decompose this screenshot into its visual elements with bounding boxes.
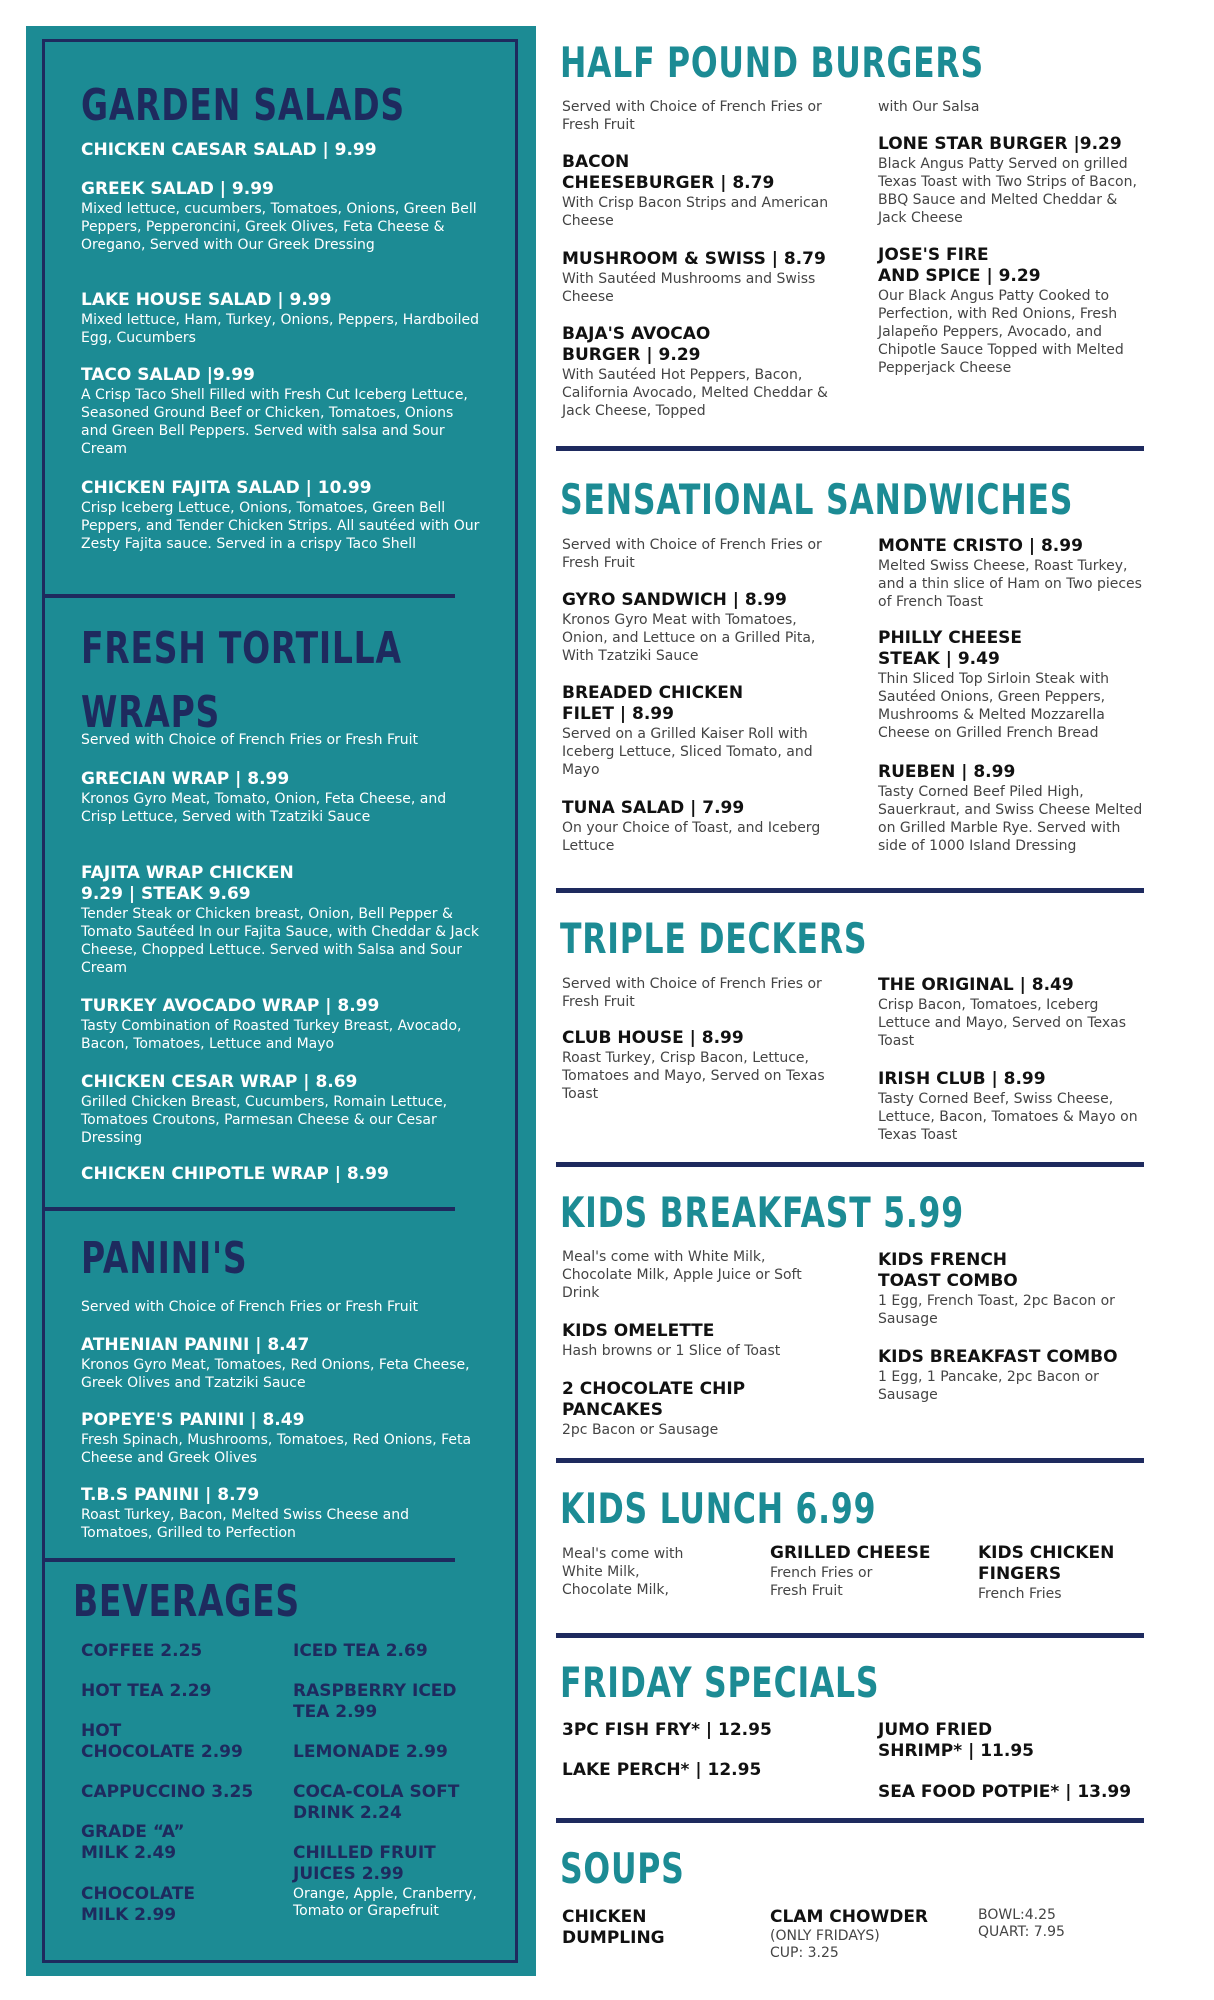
triple-deckers-note: Served with Choice of French Fries or Fresh Fruit — [562, 976, 822, 1010]
item-name: TURKEY AVOCADO WRAP | 8.99 — [81, 996, 380, 1016]
item-name: KIDS FRENCH TOAST COMBO — [878, 1250, 1018, 1291]
item-name: 2 CHOCOLATE CHIP PANCAKES — [562, 1379, 746, 1420]
menu-item — [81, 179, 481, 254]
menu-item — [562, 324, 832, 420]
item-description: Served on a Grilled Kaiser Roll with Iceberg Lettuce, Sliced Tomato, and Mayo — [562, 726, 813, 778]
beverage-item: GRADE “A” MILK 2.49 — [81, 1822, 185, 1863]
section-divider — [556, 446, 1144, 451]
menu-item — [878, 1782, 1148, 1803]
item-name: ATHENIAN PANINI | 8.47 — [81, 1335, 310, 1355]
item-name: RUEBEN | 8.99 — [878, 762, 1016, 782]
menu-item — [878, 628, 1148, 742]
item-description: BOWL:4.25 QUART: 7.95 — [978, 1907, 1065, 1940]
menu-item — [81, 1485, 481, 1542]
item-description: With Crisp Bacon Strips and American Cheese — [562, 195, 829, 229]
beverage-item: HOT CHOCOLATE 2.99 — [81, 1721, 243, 1762]
item-name: FAJITA WRAP CHICKEN 9.29 | STEAK 9.69 — [81, 863, 294, 904]
item-name: KIDS BREAKFAST COMBO — [878, 1347, 1118, 1367]
item-name: TACO SALAD |9.99 — [81, 365, 255, 385]
menu-item — [878, 1250, 1148, 1328]
section-divider — [45, 1558, 455, 1562]
item-name: PHILLY CHEESE STEAK | 9.49 — [878, 628, 1023, 669]
item-description: Hash browns or 1 Slice of Toast — [562, 1343, 781, 1359]
beverage-item: CHILLED FRUIT JUICES 2.99 — [293, 1843, 436, 1884]
item-name: LAKE PERCH* | 12.95 — [562, 1760, 762, 1780]
menu-item — [81, 863, 481, 977]
menu-item — [878, 762, 1148, 855]
sandwiches-note: Served with Choice of French Fries or Fresh Fruit — [562, 537, 822, 571]
beverage-item: CAPPUCCINO 3.25 — [81, 1782, 254, 1802]
menu-item — [562, 590, 832, 665]
beverage-item: COCA-COLA SOFT DRINK 2.24 — [293, 1782, 460, 1823]
sandwiches-title: SENSATIONAL SANDWICHES — [560, 475, 1074, 524]
item-description: A Crisp Taco Shell Filled with Fresh Cut Iceberg Lettuce, Seasoned Ground Beef or Chicken, Tomatoes, Onions and Green Bell Peppers. Served with salsa and Sour Cream — [81, 387, 468, 457]
item-description: Mixed lettuce, cucumbers, Tomatoes, Onions, Green Bell Peppers, Pepperoncini, Greek Olives, Feta Cheese & Oregano, Served with Our Greek Dressing — [81, 201, 477, 253]
menu-item — [562, 1028, 832, 1103]
menu-item — [81, 140, 481, 161]
menu-item — [81, 365, 481, 458]
kids-breakfast-title: KIDS BREAKFAST 5.99 — [560, 1188, 964, 1237]
menu-item — [81, 769, 481, 826]
item-name: CHICKEN CHIPOTLE WRAP | 8.99 — [81, 1164, 389, 1184]
menu-item — [81, 1410, 481, 1467]
menu-item — [81, 1164, 481, 1185]
menu-item — [770, 1543, 970, 1600]
item-name: JOSE'S FIRE AND SPICE | 9.29 — [878, 245, 1041, 286]
item-name: GYRO SANDWICH | 8.99 — [562, 590, 787, 610]
item-name: BAJA'S AVOCAO BURGER | 9.29 — [562, 324, 711, 365]
item-description: Grilled Chicken Breast, Cucumbers, Romain Lettuce, Tomatoes Croutons, Parmesan Cheese & our Cesar Dressing — [81, 1094, 448, 1146]
menu-item — [81, 478, 481, 553]
menu-item — [81, 996, 481, 1053]
menu-item — [81, 1335, 481, 1392]
kids-lunch-title: KIDS LUNCH 6.99 — [560, 1484, 877, 1533]
menu-item — [562, 1379, 832, 1439]
item-name: CLUB HOUSE | 8.99 — [562, 1028, 744, 1048]
item-name: THE ORIGINAL | 8.49 — [878, 975, 1074, 995]
item-description: Kronos Gyro Meat, Tomatoes, Red Onions, Feta Cheese, Greek Olives and Tzatziki Sauce — [81, 1357, 470, 1391]
item-name: LAKE HOUSE SALAD | 9.99 — [81, 290, 332, 310]
item-name: SEA FOOD POTPIE* | 13.99 — [878, 1782, 1132, 1802]
menu-item — [978, 1543, 1158, 1603]
item-name: POPEYE'S PANINI | 8.49 — [81, 1410, 305, 1430]
section-divider — [556, 1633, 1144, 1638]
item-description: Melted Swiss Cheese, Roast Turkey, and a thin slice of Ham on Two pieces of French Toast — [878, 558, 1142, 610]
item-description: Mixed lettuce, Ham, Turkey, Onions, Peppers, Hardboiled Egg, Cucumbers — [81, 312, 479, 346]
item-name: CHICKEN CESAR WRAP | 8.69 — [81, 1072, 358, 1092]
menu-item — [81, 1072, 481, 1147]
section-divider — [556, 1818, 1144, 1823]
menu-item — [978, 1907, 1138, 1941]
menu-item — [878, 975, 1148, 1050]
item-name: JUMO FRIED SHRIMP* | 11.95 — [878, 1720, 1034, 1761]
wraps-note: Served with Choice of French Fries or Fresh Fruit — [81, 732, 419, 748]
menu-item — [878, 1069, 1148, 1144]
item-name: IRISH CLUB | 8.99 — [878, 1069, 1046, 1089]
item-description: With Sautéed Mushrooms and Swiss Cheese — [562, 271, 816, 305]
item-description: With Sautéed Hot Peppers, Bacon, California Avocado, Melted Cheddar & Jack Cheese, Topped — [562, 367, 828, 419]
menu-item — [562, 1720, 832, 1741]
item-description: Tasty Corned Beef Piled High, Sauerkraut, and Swiss Cheese Melted on Grilled Marble Rye. Served with side of 1000 Island Dressing — [878, 784, 1143, 854]
beverage-item: CHOCOLATE MILK 2.99 — [81, 1884, 195, 1925]
menu-item — [562, 798, 832, 855]
menu-item — [562, 1321, 832, 1360]
item-description: Kronos Gyro Meat with Tomatoes, Onion, and Lettuce on a Grilled Pita, With Tzatziki Sauce — [562, 612, 816, 664]
item-description: Tender Steak or Chicken breast, Onion, Bell Pepper & Tomato Sautéed In our Fajita Sauce, with Cheddar & Jack Cheese, Chopped Lettuce. Served with Salsa and Sour Cream — [81, 906, 479, 976]
menu-item — [878, 1720, 1148, 1762]
section-divider — [45, 594, 455, 598]
beverage-item: ICED TEA 2.69 — [293, 1641, 428, 1661]
item-description: Kronos Gyro Meat, Tomato, Onion, Feta Cheese, and Crisp Lettuce, Served with Tzatziki Sauce — [81, 791, 447, 825]
menu-item — [562, 683, 832, 779]
item-description: Crisp Iceberg Lettuce, Onions, Tomatoes, Green Bell Peppers, and Tender Chicken Strips. All sautéed with Our Zesty Fajita sauce. Served in a crispy Taco Shell — [81, 500, 480, 552]
item-name: 3PC FISH FRY* | 12.95 — [562, 1720, 772, 1740]
menu-item — [878, 245, 1148, 377]
triple-deckers-title: TRIPLE DECKERS — [560, 914, 868, 963]
item-name: GRECIAN WRAP | 8.99 — [81, 769, 290, 789]
item-description: (ONLY FRIDAYS) CUP: 3.25 — [770, 1928, 880, 1961]
item-name: GRILLED CHEESE — [770, 1543, 931, 1563]
item-name: CHICKEN CAESAR SALAD | 9.99 — [81, 140, 377, 160]
item-description: 1 Egg, 1 Pancake, 2pc Bacon or Sausage — [878, 1369, 1099, 1403]
item-description: Black Angus Patty Served on grilled Texas Toast with Two Strips of Bacon, BBQ Sauce and Melted Cheddar & Jack Cheese — [878, 156, 1137, 226]
item-description: Tasty Corned Beef, Swiss Cheese, Lettuce, Bacon, Tomatoes & Mayo on Texas Toast — [878, 1091, 1138, 1143]
item-description: Roast Turkey, Bacon, Melted Swiss Cheese and Tomatoes, Grilled to Perfection — [81, 1507, 410, 1541]
garden-salads-title: GARDEN SALADS — [81, 80, 405, 131]
item-description: Fresh Spinach, Mushrooms, Tomatoes, Red Onions, Feta Cheese and Greek Olives — [81, 1432, 472, 1466]
beverage-item: LEMONADE 2.99 — [293, 1742, 448, 1762]
item-description: 2pc Bacon or Sausage — [562, 1422, 719, 1438]
beverage-item: COFFEE 2.25 — [81, 1641, 203, 1661]
beverage-description: Orange, Apple, Cranberry, Tomato or Grapefruit — [293, 1886, 477, 1919]
item-name: MUSHROOM & SWISS | 8.79 — [562, 249, 826, 269]
item-description: Thin Sliced Top Sirloin Steak with Sautéed Onions, Green Peppers, Mushrooms & Melted Mozzarella Cheese on Grilled French Bread — [878, 671, 1110, 741]
friday-specials-title: FRIDAY SPECIALS — [560, 1658, 880, 1707]
menu-item — [562, 152, 832, 230]
item-description: Tasty Combination of Roasted Turkey Breast, Avocado, Bacon, Tomatoes, Lettuce and Mayo — [81, 1018, 462, 1052]
section-divider — [556, 888, 1144, 893]
menu-item — [562, 1907, 752, 1949]
menu-item — [770, 1907, 970, 1962]
item-description: Roast Turkey, Crisp Bacon, Lettuce, Tomatoes and Mayo, Served on Texas Toast — [562, 1050, 825, 1102]
paninis-note: Served with Choice of French Fries or Fresh Fruit — [81, 1299, 419, 1315]
item-name: BREADED CHICKEN FILET | 8.99 — [562, 683, 744, 724]
wraps-title: FRESH TORTILLA WRAPS — [81, 623, 402, 738]
item-description: On your Choice of Toast, and Iceberg Lettuce — [562, 820, 821, 854]
burgers-continued-note: with Our Salsa — [878, 99, 980, 115]
item-name: KIDS CHICKEN FINGERS — [978, 1543, 1115, 1584]
beverages-title: BEVERAGES — [73, 1576, 300, 1627]
item-description: Crisp Bacon, Tomatoes, Iceberg Lettuce and Mayo, Served on Texas Toast — [878, 997, 1127, 1049]
item-description: 1 Egg, French Toast, 2pc Bacon or Sausage — [878, 1293, 1115, 1327]
item-name: TUNA SALAD | 7.99 — [562, 798, 745, 818]
item-description: Our Black Angus Patty Cooked to Perfection, with Red Onions, Fresh Jalapeño Peppers, Avocado, and Chipotle Sauce Topped with Melted Pepperjack Cheese — [878, 288, 1124, 376]
menu-item — [878, 1347, 1148, 1404]
section-divider — [45, 1207, 455, 1211]
item-name: CLAM CHOWDER — [770, 1907, 929, 1927]
item-name: KIDS OMELETTE — [562, 1321, 715, 1341]
burgers-title: HALF POUND BURGERS — [560, 38, 984, 87]
soups-title: SOUPS — [560, 1844, 685, 1893]
left-menu-panel — [26, 26, 536, 1976]
menu-item — [81, 290, 481, 347]
paninis-title: PANINI'S — [81, 1233, 248, 1284]
item-description: French Fries — [978, 1586, 1062, 1602]
item-name: T.B.S PANINI | 8.79 — [81, 1485, 260, 1505]
item-name: BACON CHEESEBURGER | 8.79 — [562, 152, 775, 193]
beverage-item: HOT TEA 2.29 — [81, 1681, 212, 1701]
menu-item — [562, 1760, 832, 1781]
left-menu-border — [42, 39, 518, 1963]
kids-lunch-note: Meal's come with White Milk, Chocolate Milk, — [562, 1546, 684, 1598]
section-divider — [556, 1458, 1144, 1463]
item-name: MONTE CRISTO | 8.99 — [878, 536, 1083, 556]
menu-item — [562, 249, 832, 306]
section-divider — [556, 1162, 1144, 1167]
kids-breakfast-note: Meal's come with White Milk, Chocolate Milk, Apple Juice or Soft Drink — [562, 1249, 802, 1301]
item-description: French Fries or Fresh Fruit — [770, 1565, 873, 1599]
beverage-item: RASPBERRY ICED TEA 2.99 — [293, 1681, 457, 1722]
item-name: CHICKEN FAJITA SALAD | 10.99 — [81, 478, 372, 498]
item-name: CHICKEN DUMPLING — [562, 1907, 665, 1948]
item-name: LONE STAR BURGER |9.29 — [878, 134, 1122, 154]
menu-item — [878, 536, 1148, 611]
menu-item — [878, 134, 1148, 227]
item-name: GREEK SALAD | 9.99 — [81, 179, 274, 199]
burgers-note: Served with Choice of French Fries or Fresh Fruit — [562, 99, 822, 133]
